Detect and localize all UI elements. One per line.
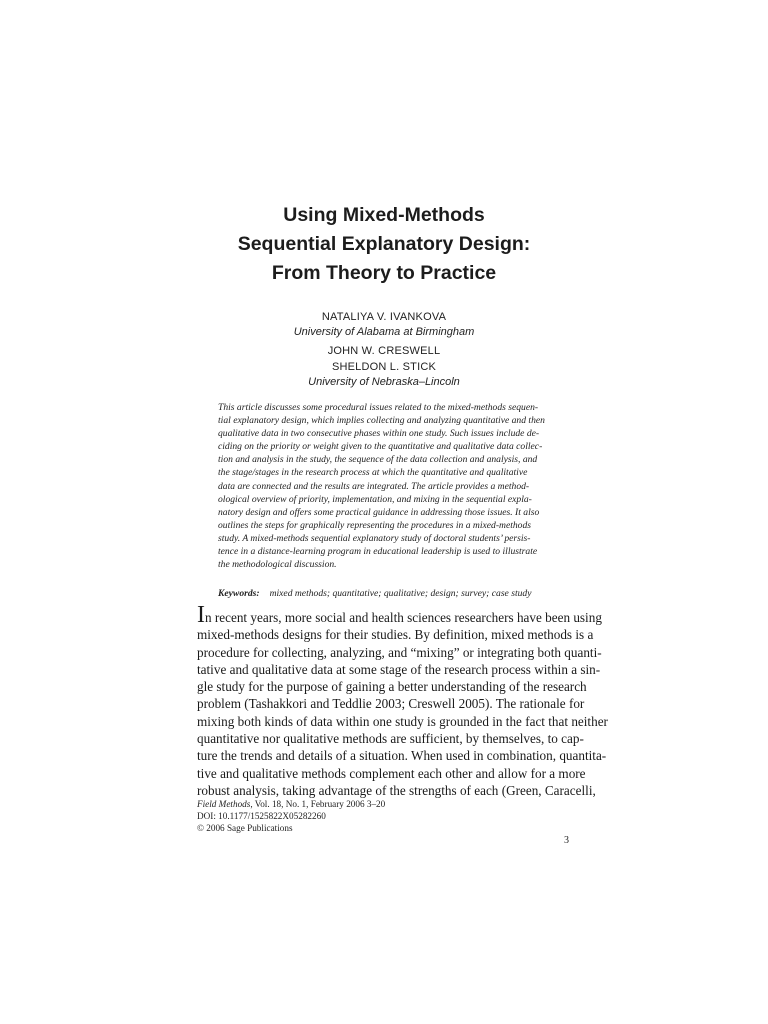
abstract-line: tion and analysis in the study, the sequence of the data collection and analysis, and xyxy=(218,454,538,466)
abstract-line: the methodological discussion. xyxy=(218,559,337,571)
abstract-line: ciding on the priority or weight given to the quantitative and qualitative data collec- xyxy=(218,441,543,453)
article-title xyxy=(0,201,768,288)
title-line: Sequential Explanatory Design: xyxy=(237,233,531,255)
author-name: SHELDON L. STICK xyxy=(331,361,437,373)
body-line: problem (Tashakkori and Teddlie 2003; Creswell 2005). The rationale for xyxy=(197,696,585,712)
doi: DOI: 10.1177/1525822X05282260 xyxy=(197,811,326,821)
body-line: mixed-methods designs for their studies. By definition, mixed methods is a xyxy=(197,627,594,643)
body-line: ture the trends and details of a situation. When used in combination, quantita- xyxy=(197,748,607,764)
body-first-line: n recent years, more social and health sciences researchers have been using xyxy=(205,610,602,625)
page-number: 3 xyxy=(564,835,569,846)
abstract-line: the stage/stages in the research process at which the quantitative and qualitative xyxy=(218,467,528,479)
abstract-line: study. A mixed-methods sequential explanatory study of doctoral students’ persis- xyxy=(218,532,531,544)
abstract-line: natory design and offers some practical guidance in addressing those issues. It also xyxy=(218,506,540,518)
citation: , Vol. 18, No. 1, February 2006 3–20 xyxy=(250,799,386,809)
body-text xyxy=(197,602,608,799)
abstract-line: qualitative data in two consecutive phases within one study. Such issues include de- xyxy=(218,428,540,440)
body-line: quantitative nor qualitative methods are sufficient, by themselves, to cap- xyxy=(197,731,584,747)
abstract-line: ological overview of priority, implementation, and mixing in the sequential expla- xyxy=(218,493,532,505)
copyright: © 2006 Sage Publications xyxy=(197,823,293,833)
body-line: tive and qualitative methods complement each other and allow for a more xyxy=(197,765,586,781)
journal-name: Field Methods xyxy=(197,799,251,809)
body-line: robust analysis, taking advantage of the strengths of each (Green, Caracelli, xyxy=(197,782,596,798)
author-name: NATALIYA V. IVANKOVA xyxy=(321,311,447,323)
keywords-text: mixed methods; quantitative; qualitative; design; survey; case study xyxy=(269,588,532,599)
author-name: JOHN W. CRESWELL xyxy=(327,345,441,357)
body-line: procedure for collecting, analyzing, and “mixing” or integrating both quanti- xyxy=(197,644,602,660)
keywords xyxy=(218,587,558,600)
abstract xyxy=(218,401,551,571)
abstract-line: tence in a distance-learning program in educational leadership is used to illustrate xyxy=(218,546,538,558)
abstract-line: data are connected and the results are integrated. The article provides a method- xyxy=(218,480,530,492)
title-line: Using Mixed-Methods xyxy=(283,204,485,226)
author-block xyxy=(0,309,768,390)
body-line: tative and qualitative data at some stage of the research process within a sin- xyxy=(197,661,601,677)
body-line: mixing both kinds of data within one study is grounded in the fact that neither xyxy=(197,713,608,729)
abstract-line: tial explanatory design, which implies collecting and analyzing quantitative and then xyxy=(218,415,545,427)
body-line xyxy=(197,602,602,628)
drop-cap: I xyxy=(197,602,205,628)
author-affiliation: University of Nebraska–Lincoln xyxy=(308,376,460,388)
abstract-line: This article discusses some procedural issues related to the mixed-methods sequen- xyxy=(218,402,539,413)
publication-footer xyxy=(197,798,497,834)
body-line: gle study for the purpose of gaining a better understanding of the research xyxy=(197,679,587,695)
citation-line xyxy=(197,798,497,810)
keywords-label: Keywords: xyxy=(218,588,260,599)
author-affiliation: University of Alabama at Birmingham xyxy=(293,326,475,338)
title-line: From Theory to Practice xyxy=(271,262,497,284)
abstract-line: outlines the steps for graphically representing the procedures in a mixed-methods xyxy=(218,519,531,531)
